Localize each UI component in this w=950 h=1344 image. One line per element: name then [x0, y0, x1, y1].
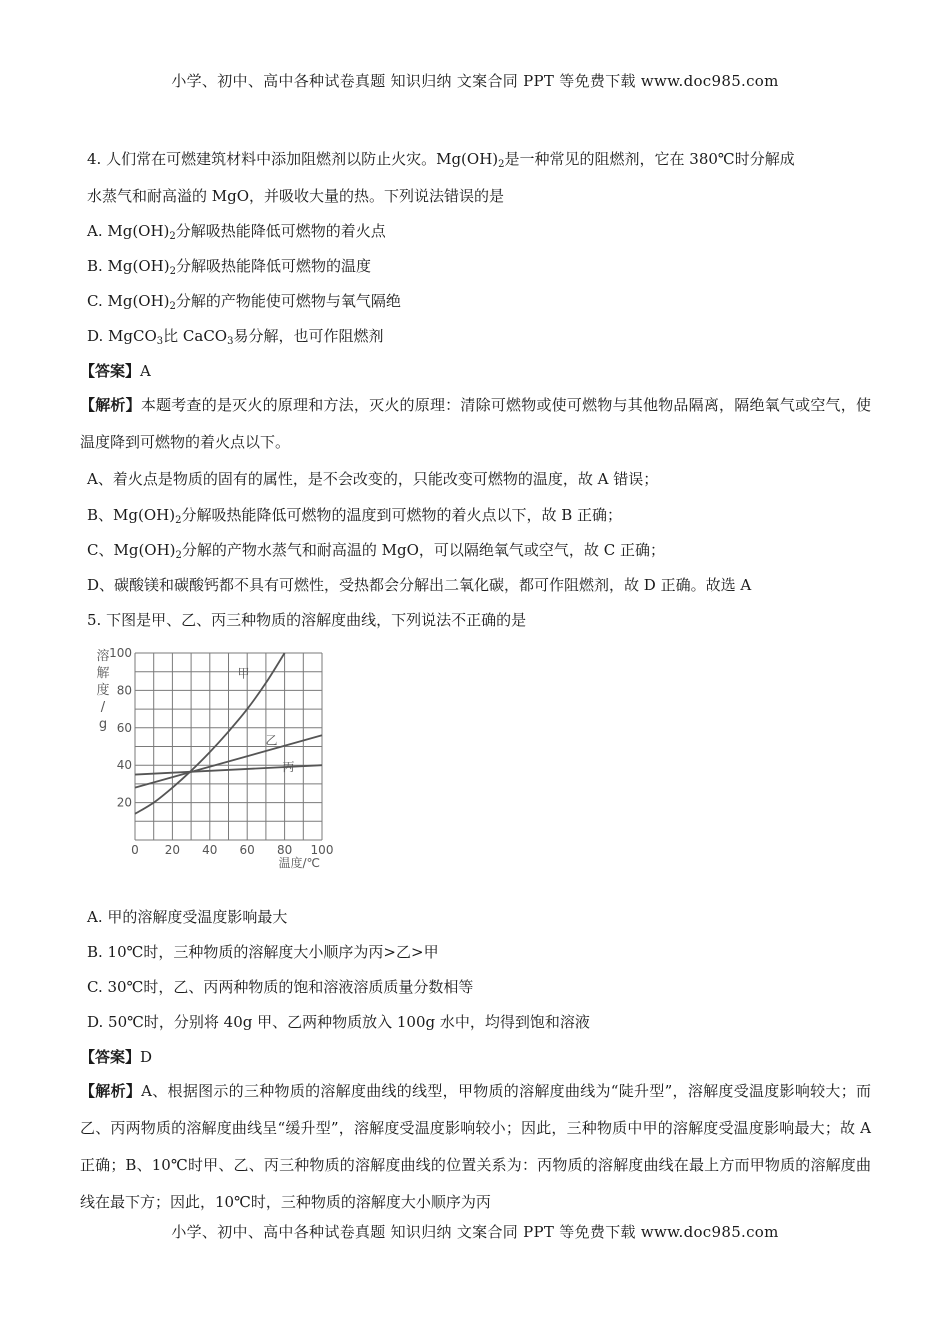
q4-option-d: D. MgCO$_3$比 CaCO$_3$易分解，也可作阻燃剂 — [87, 327, 384, 347]
q5-stem: 5. 下图是甲、乙、丙三种物质的溶解度曲线，下列说法不正确的是 — [87, 611, 527, 629]
q4-analysis-a: A、着火点是物质的固有的属性，是不会改变的，只能改变可燃物的温度，故 A 错误； — [87, 470, 659, 488]
x-tick-label: 0 — [131, 843, 139, 857]
solubility-chart — [95, 646, 340, 871]
y-tick-label: 100 — [109, 646, 132, 660]
q5-option-a: A. 甲的溶解度受温度影响最大 — [87, 908, 288, 926]
q5-analysis: 【解析】A、根据图示的三种物质的溶解度曲线的线型，甲物质的溶解度曲线为“陡升型”，溶解度受温度影响较大；而乙、丙两物质的溶解度曲线呈“缓升型”，溶解度受温度影响较小；因此，三种物质中甲的溶解度受温度影响最大；故 A 正确；B、10℃时甲、乙、丙三种物质的溶解度曲线的位置关系为：丙物质的溶解度曲线在最上方而甲物质的溶解度曲线在最下方；因此，10℃时，三种物质的溶解度大小顺序为丙 — [80, 1082, 871, 1211]
y-tick-label: 60 — [116, 720, 132, 735]
q5-option-c: C. 30℃时，乙、丙两种物质的饱和溶液溶质质量分数相等 — [87, 978, 474, 996]
series-label: 乙 — [265, 733, 278, 748]
q4-analysis-b: B、$Mg(OH)_2$分解吸热能降低可燃物的温度到可燃物的着火点以下，故 B 正确； — [87, 506, 623, 526]
x-tick-label: 20 — [164, 843, 181, 857]
q5-option-d: D. 50℃时，分别将 40g 甲、乙两种物质放入 100g 水中，均得到饱和溶液 — [87, 1013, 590, 1031]
y-tick-label: 80 — [116, 683, 132, 698]
x-tick-label: 60 — [239, 843, 255, 857]
y-axis-label-char: 解 — [96, 666, 110, 681]
y-tick-label: 20 — [116, 795, 132, 810]
y-axis-label-char: g — [98, 717, 108, 732]
series-label: 丙 — [282, 759, 295, 774]
q4-option-a: A. $Mg(OH)_2$分解吸热能降低可燃物的着火点 — [87, 222, 386, 242]
x-axis-label: 温度/℃ — [278, 856, 320, 870]
y-axis-label-char: / — [100, 700, 106, 715]
chart-grid — [135, 653, 322, 840]
y-tick-label: 40 — [116, 758, 132, 773]
q4-analysis-c: C、$Mg(OH)_2$分解的产物水蒸气和耐高温的 MgO，可以隔绝氧气或空气，故 C 正确； — [87, 541, 665, 561]
page-header: 小学、初中、高中各种试卷真题 知识归纳 文案合同 PPT 等免费下载 www.doc985.com — [171, 72, 779, 90]
y-axis-label-char: 溶 — [96, 649, 110, 664]
x-tick-label: 40 — [202, 843, 218, 857]
q4-analysis-intro: 【解析】本题考查的是灭火的原理和方法，灭火的原理：清除可燃物或使可燃物与其他物品隔离，隔绝氧气或空气，使温度降到可燃物的着火点以下。 — [80, 396, 871, 451]
q4-stem-line2: 水蒸气和耐高溢的 MgO，并吸收大量的热。下列说法错误的是 — [87, 187, 505, 205]
page-footer: 小学、初中、高中各种试卷真题 知识归纳 文案合同 PPT 等免费下载 www.doc985.com — [171, 1223, 779, 1241]
q4-analysis-d: D、碳酸镁和碳酸钙都不具有可燃性，受热都会分解出二氧化碳，都可作阻燃剂，故 D 正确。故选 A — [87, 576, 752, 594]
y-axis-label-char: 度 — [96, 683, 110, 698]
q4-option-c: C. $Mg(OH)_2$分解的产物能使可燃物与氧气隔绝 — [87, 292, 401, 312]
q5-answer: 【答案】D — [80, 1048, 153, 1066]
q4-answer: 【答案】A — [80, 362, 151, 380]
x-tick-label: 100 — [310, 843, 334, 857]
q4-stem-line1: 4. 人们常在可燃建筑材料中添加阻燃剂以防止火灾。$Mg(OH)_2$是一种常见的阻燃剂，它在 380℃时分解成 — [87, 150, 795, 170]
series-label: 甲 — [237, 666, 250, 681]
chart-labels — [96, 646, 333, 870]
q5-option-b: B. 10℃时，三种物质的溶解度大小顺序为丙>乙>甲 — [87, 943, 439, 961]
q4-option-b: B. $Mg(OH)_2$分解吸热能降低可燃物的温度 — [87, 257, 371, 277]
x-tick-label: 80 — [276, 843, 293, 857]
